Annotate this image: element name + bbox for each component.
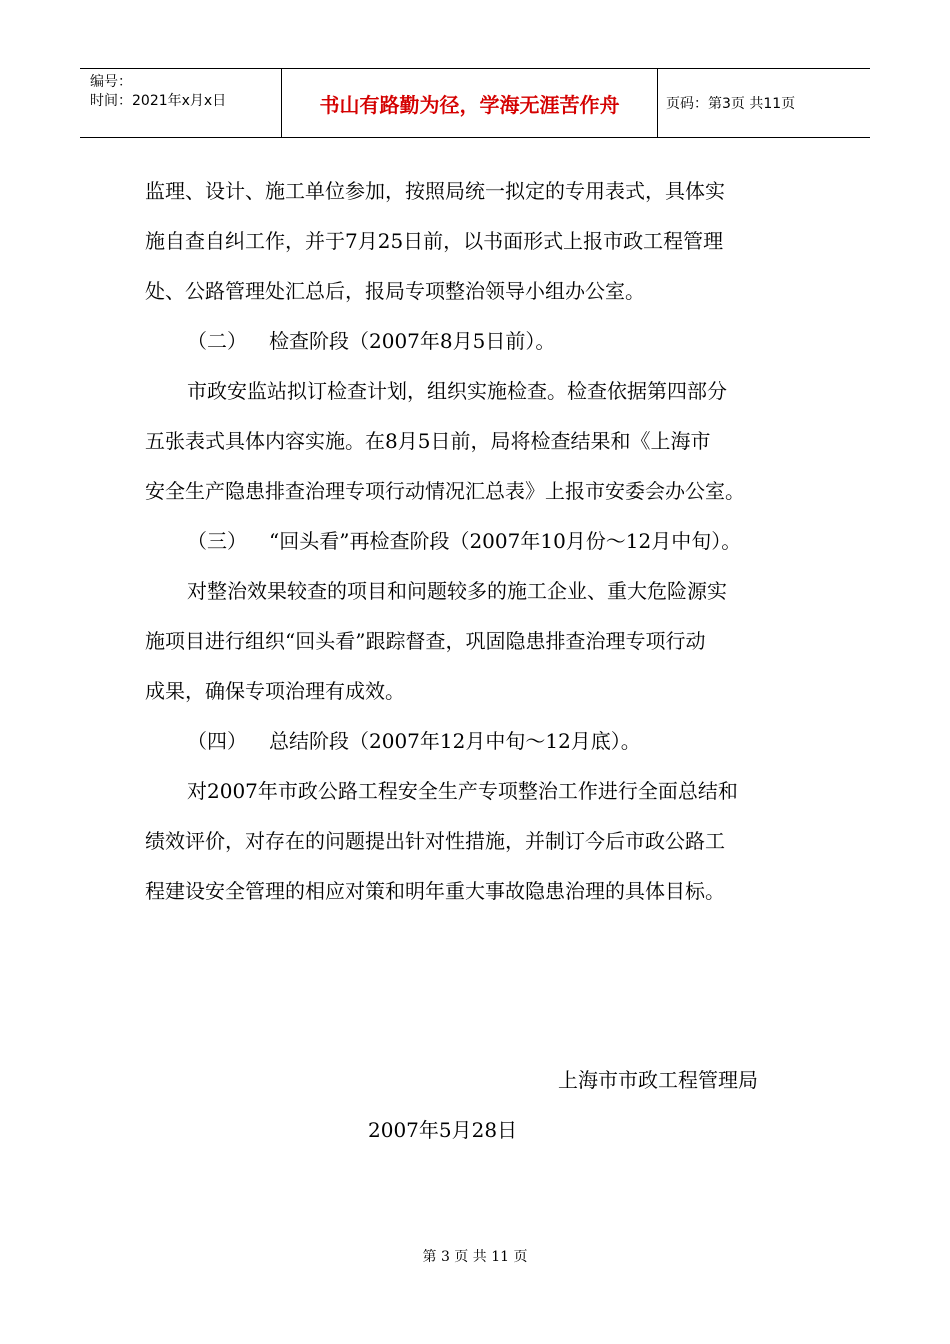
header-page-info: 页码：第3页 共11页 bbox=[666, 96, 796, 112]
paragraph-line: 施自查自纠工作，并于7月25日前，以书面形式上报市政工程管理 bbox=[145, 229, 724, 253]
paragraph-line: 对2007年市政公路工程安全生产专项整治工作进行全面总结和 bbox=[187, 779, 738, 803]
section-number: （二） bbox=[187, 329, 247, 353]
page-header bbox=[80, 68, 870, 138]
paragraph-line: 安全生产隐患排查治理专项行动情况汇总表》上报市安委会办公室。 bbox=[145, 479, 745, 503]
section-number: （四） bbox=[187, 729, 247, 753]
paragraph-line: 施项目进行组织“回头看”跟踪督查，巩固隐患排查治理专项行动 bbox=[145, 629, 706, 653]
document-body bbox=[145, 166, 815, 916]
section-title: “回头看”再检查阶段（2007年10月份～12月中旬）。 bbox=[269, 529, 742, 553]
paragraph-line: 处、公路管理处汇总后，报局专项整治领导小组办公室。 bbox=[145, 279, 645, 303]
section-title: 总结阶段（2007年12月中旬～12月底）。 bbox=[269, 729, 641, 753]
signature-organization: 上海市市政工程管理局 bbox=[558, 1068, 758, 1092]
paragraph-line: 绩效评价，对存在的问题提出针对性措施，并制订今后市政公路工 bbox=[145, 829, 725, 853]
section-number: （三） bbox=[187, 529, 247, 553]
section-title: 检查阶段（2007年8月5日前）。 bbox=[269, 329, 556, 353]
signature-date: 2007年5月28日 bbox=[368, 1118, 518, 1142]
paragraph-line: 五张表式具体内容实施。在8月5日前，局将检查结果和《上海市 bbox=[145, 429, 711, 453]
document-date: 时间：2021年x月x日 bbox=[90, 93, 227, 109]
paragraph-line: 监理、设计、施工单位参加，按照局统一拟定的专用表式，具体实 bbox=[145, 179, 725, 203]
header-motto: 书山有路勤为径，学海无涯苦作舟 bbox=[282, 69, 658, 137]
paragraph-line: 对整治效果较查的项目和问题较多的施工企业、重大危险源实 bbox=[187, 579, 727, 603]
section-heading-2 bbox=[145, 316, 815, 366]
paragraph-line: 程建设安全管理的相应对策和明年重大事故隐患治理的具体目标。 bbox=[145, 879, 725, 903]
section-heading-4 bbox=[145, 716, 815, 766]
document-number-label: 编号： bbox=[90, 74, 132, 90]
paragraph-line: 成果，确保专项治理有成效。 bbox=[145, 679, 405, 703]
header-meta bbox=[80, 69, 282, 137]
paragraph-line: 市政安监站拟订检查计划，组织实施检查。检查依据第四部分 bbox=[187, 379, 727, 403]
page-footer: 第 3 页 共 11 页 bbox=[422, 1249, 528, 1265]
section-heading-3 bbox=[145, 516, 815, 566]
